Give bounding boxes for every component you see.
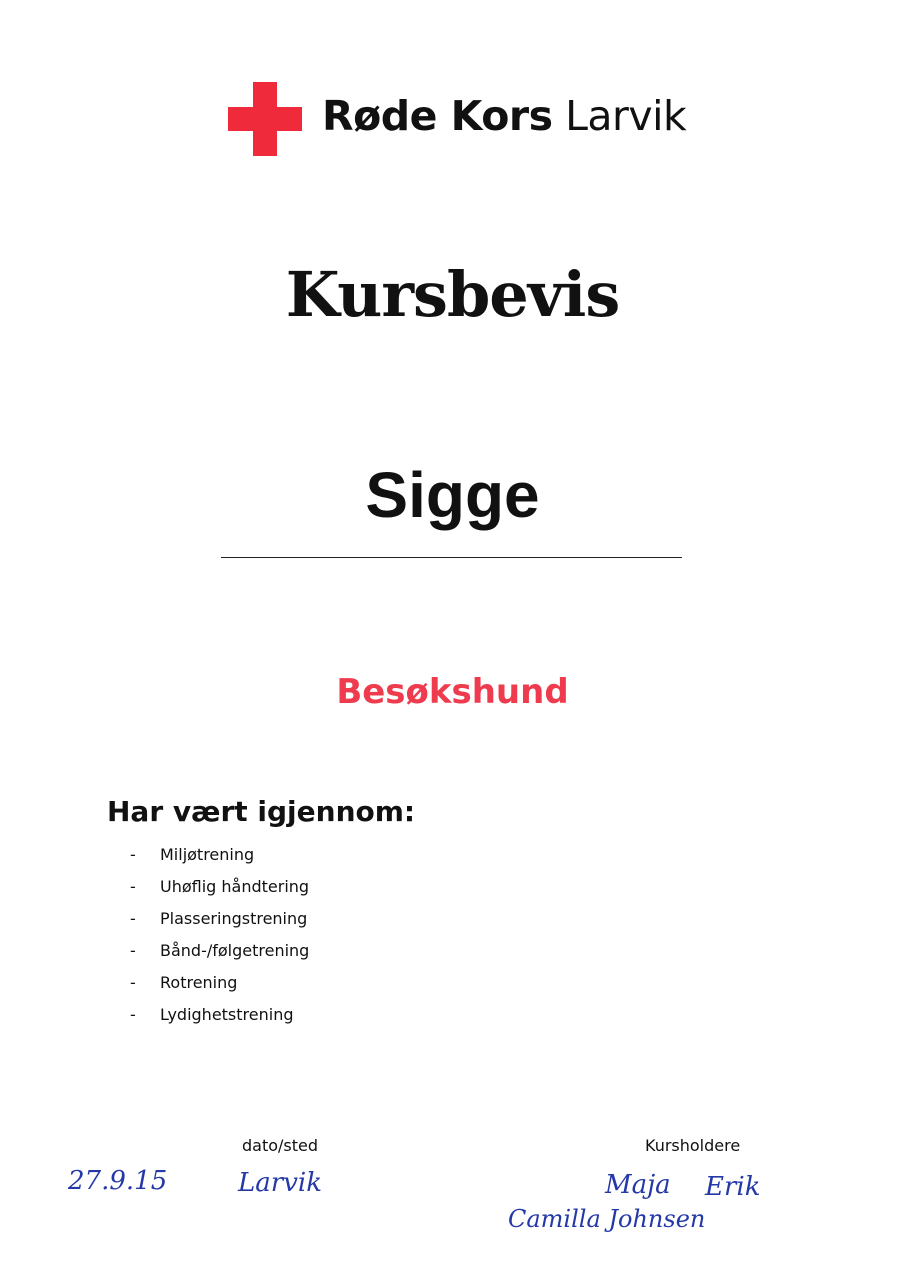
list-item-label: Plasseringstrening bbox=[160, 909, 308, 928]
list-item: - Bånd-/følgetrening bbox=[130, 941, 310, 960]
date-place-label: dato/sted bbox=[242, 1136, 319, 1155]
list-item-label: Rotrening bbox=[160, 973, 238, 992]
course-name: Besøkshund bbox=[336, 672, 569, 712]
list-item: - Uhøflig håndtering bbox=[130, 877, 310, 896]
completed-heading: Har vært igjennom: bbox=[107, 795, 416, 828]
list-item: - Plasseringstrening bbox=[130, 909, 308, 928]
signature: Camilla Johnsen bbox=[508, 1205, 706, 1233]
instructors-label: Kursholdere bbox=[645, 1136, 741, 1155]
list-item-label: Miljøtrening bbox=[160, 845, 255, 864]
list-item: - Miljøtrening bbox=[130, 845, 255, 864]
completed-list bbox=[130, 845, 309, 1037]
handwritten-place: Larvik bbox=[238, 1168, 322, 1198]
list-item: - Lydighetstrening bbox=[130, 1005, 294, 1024]
handwritten-date: 27.9.15 bbox=[68, 1166, 168, 1196]
name-underline bbox=[221, 557, 682, 558]
list-item-label: Bånd-/følgetrening bbox=[160, 941, 310, 960]
list-item: - Rotrening bbox=[130, 973, 238, 992]
list-item-label: Lydighetstrening bbox=[160, 1005, 294, 1024]
organization-city: Larvik bbox=[565, 92, 687, 140]
signature: Erik bbox=[705, 1172, 761, 1202]
organization-name-bold: Røde Kors bbox=[322, 92, 553, 140]
signature: Maja bbox=[605, 1170, 671, 1200]
red-cross-icon bbox=[228, 82, 302, 156]
organization-name bbox=[322, 92, 686, 140]
organization-logo bbox=[228, 82, 688, 160]
certificate-title: Kursbevis bbox=[285, 258, 620, 331]
list-item-label: Uhøflig håndtering bbox=[160, 877, 310, 896]
dog-name: Sigge bbox=[365, 459, 540, 531]
